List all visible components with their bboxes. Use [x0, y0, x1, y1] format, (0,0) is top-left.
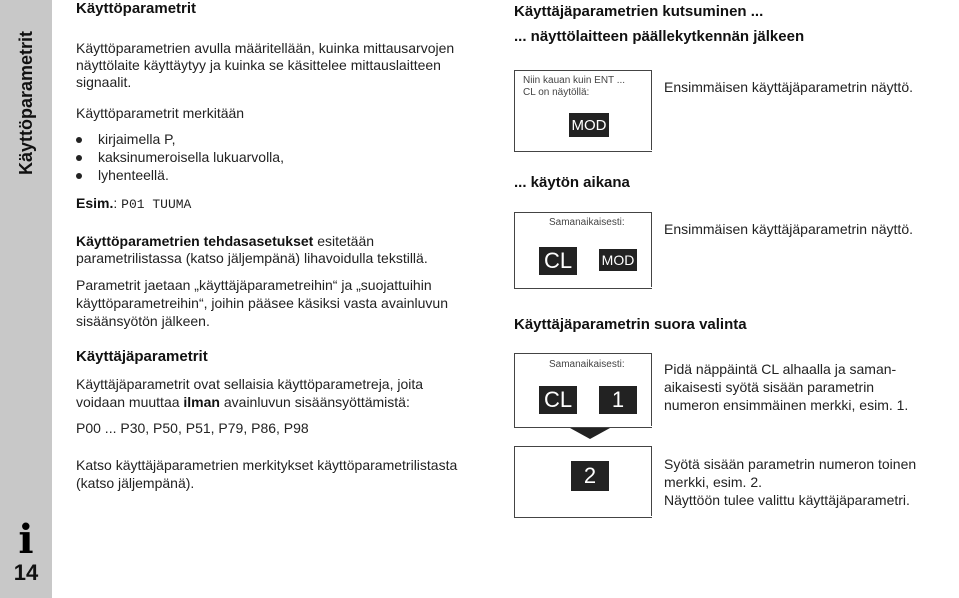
- example-code: P01 TUUMA: [121, 197, 192, 212]
- mod-key: MOD: [599, 249, 637, 271]
- down-arrow-icon: [570, 428, 610, 439]
- parameters-split-line-1: Parametrit jaetaan „käyttäjäparametreihin“ ja „suojattuihin: [76, 277, 432, 293]
- box4-description-line-2: merkki, esim. 2.: [664, 474, 763, 490]
- info-icon: i: [18, 516, 34, 563]
- see-meanings-line-2: (katso jäljempänä).: [76, 475, 195, 491]
- sidebar-title-text: Käyttöparametrit: [15, 30, 36, 176]
- example-colon: :: [113, 195, 118, 211]
- box-label-line-2: CL on näytöllä:: [523, 87, 590, 98]
- cl-key: CL: [539, 386, 577, 414]
- bullet-dot: [76, 173, 82, 179]
- intro-line-1: Käyttöparametrien avulla määritellään, kuinka mittausarvojen: [76, 40, 455, 56]
- marked-intro: Käyttöparametrit merkitään: [76, 105, 245, 121]
- simultaneously-label: Samanaikaisesti:: [549, 359, 625, 370]
- after-power-on-heading: ... näyttölaitteen päällekytkennän jälkeen: [514, 28, 805, 45]
- key-box-power-on: [514, 70, 652, 152]
- see-meanings-line-1: Katso käyttäjäparametrien merkitykset käyttöparametrilistasta: [76, 457, 458, 473]
- box-label-line-1: Niin kauan kuin ENT ...: [523, 75, 626, 86]
- intro-line-3: signaalit.: [76, 74, 132, 90]
- divider-line: [651, 212, 652, 287]
- bullet-item-3: lyhenteellä.: [98, 167, 169, 183]
- divider-line: [651, 353, 652, 426]
- user-params-line-1: Käyttäjäparametrit ovat sellaisia käyttöparametreja, joita: [76, 376, 424, 392]
- example-label: Esim.: [76, 195, 114, 211]
- key-box-direct-selection: [514, 353, 652, 428]
- section-heading-kayttajaparametrit: Käyttäjäparametrit: [76, 348, 208, 365]
- box3-description-line-3: numeron ensimmäinen merkki, esim. 1.: [664, 397, 909, 413]
- sidebar-title: [8, 8, 44, 198]
- factory-settings-line-2: parametrilistassa (katso jäljempänä) lihavoidulla tekstillä.: [76, 250, 428, 266]
- mod-key: MOD: [569, 113, 609, 137]
- intro-line-2: näyttölaite käyttäytyy ja kuinka se käsittelee mittauslaitteen: [76, 57, 441, 73]
- user-params-list: P00 ... P30, P50, P51, P79, P86, P98: [76, 420, 309, 436]
- calling-heading: Käyttäjäparametrien kutsuminen ...: [514, 3, 764, 20]
- bullet-item-2: kaksinumeroisella lukuarvolla,: [98, 149, 284, 165]
- parameters-split-line-2: käyttöparametreihin“, joihin pääsee käsiksi vasta avainluvun: [76, 295, 448, 311]
- bullet-dot: [76, 137, 82, 143]
- simultaneously-label: Samanaikaisesti:: [549, 217, 625, 228]
- cl-key: CL: [539, 247, 577, 275]
- divider-line: [651, 446, 652, 516]
- ilman-bold: ilman: [183, 394, 220, 410]
- sidebar: [0, 0, 52, 598]
- page-number: 14: [13, 560, 39, 585]
- digit-1-key: 1: [599, 386, 637, 414]
- factory-settings-rest: esitetään: [313, 233, 375, 249]
- direct-selection-heading: Käyttäjäparametrin suora valinta: [514, 316, 747, 333]
- key-box-second-digit: [514, 446, 652, 518]
- divider-line: [651, 70, 652, 150]
- bullet-item-1: kirjaimella P,: [98, 131, 176, 147]
- box4-description-line-3: Näyttöön tulee valittu käyttäjäparametri.: [664, 492, 910, 508]
- box3-description-line-2: aikaisesti syötä sisään parametrin: [664, 379, 875, 395]
- box2-description: Ensimmäisen käyttäjäparametrin näyttö.: [664, 221, 913, 237]
- example-line: [76, 194, 191, 214]
- box1-description: Ensimmäisen käyttäjäparametrin näyttö.: [664, 79, 913, 95]
- parameters-split-line-3: sisäänsyötön jälkeen.: [76, 313, 210, 329]
- box3-description-line-1: Pidä näppäintä CL alhaalla ja saman-: [664, 361, 897, 377]
- during-use-heading: ... käytön aikana: [514, 174, 630, 191]
- section-heading-kayttoparametrit: Käyttöparametrit: [76, 0, 197, 17]
- factory-settings-line-1: [76, 232, 374, 250]
- user-params-line-2: voidaan muuttaa ilman avainluvun sisäänsyöttämistä:: [76, 394, 410, 410]
- box4-description-line-1: Syötä sisään parametrin numeron toinen: [664, 456, 917, 472]
- digit-2-key: 2: [571, 461, 609, 491]
- bullet-dot: [76, 155, 82, 161]
- key-box-during-use: [514, 212, 652, 289]
- factory-settings-bold: Käyttöparametrien tehdasasetukset: [76, 233, 314, 249]
